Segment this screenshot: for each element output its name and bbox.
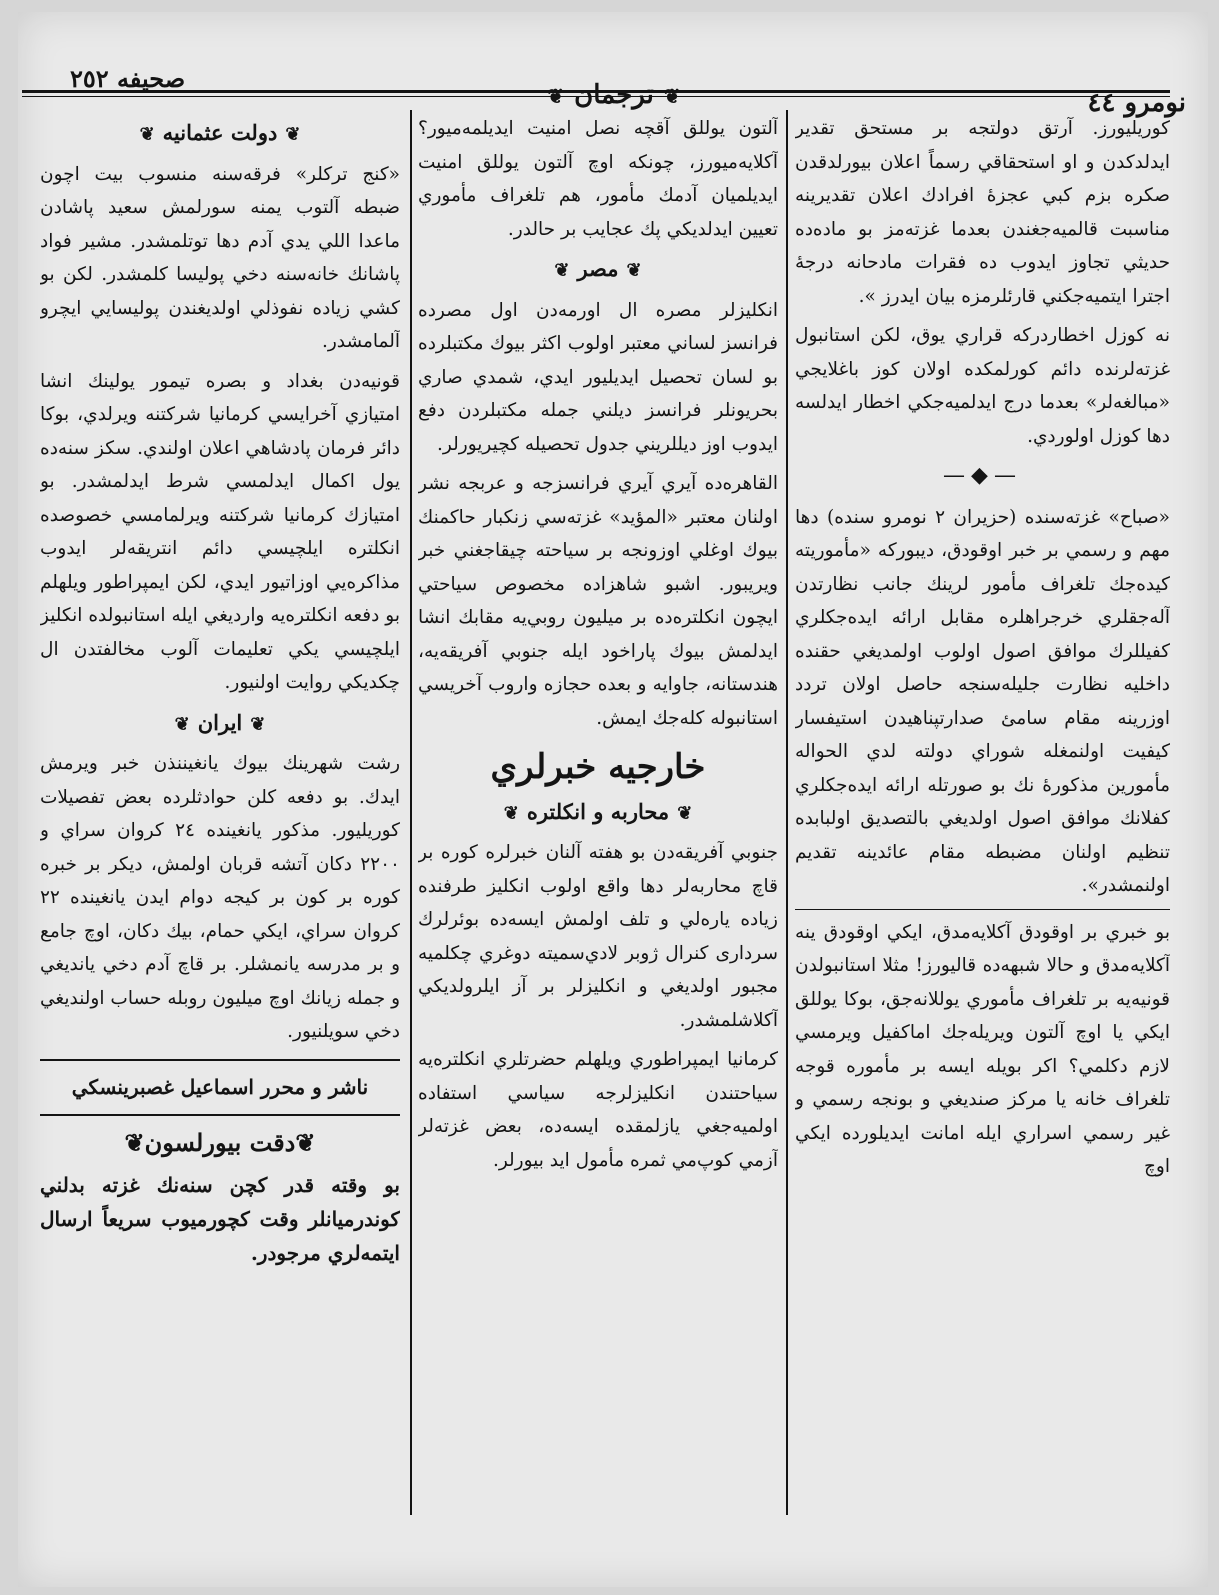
- article-paragraph: قونيه‌دن بغداد و بصره تيمور يولينك انشا امتيازي آخرايسي كرمانيا شركتنه ويرلدي، بوكا دائر فرمان پادشاهي اعلان اولندي. سكز سنه‌ده يول اكمال ايدلمسي شرط ايدلمشدر. بو امتيازك كرمانيا شركتنه ويرلمامسي خصوصده انكلتره ايلچيسي دائم انتريقه‌لر ايدوب مذاكره‌يي اوزاتيور ايدي، لكن ايمپراطور ويلهلم بو دفعه انكلتره‌يه وارديغي ايله استانبولده انكليز ايلچيسي يكي تعليمات آلوب مخالفتدن ال چكديكي روايت اولنيور.: [40, 370, 400, 693]
- ornament-icon: ❦: [503, 802, 519, 824]
- article-paragraph: «صباح» غزته‌سنده (حزيران ٢ نومرو سنده) دها مهم و رسمي بر خبر اوقودق، ديبوركه «مأموريته كيده‌جك تلغراف مأمور لرينك جانب نظارتدن آله‌جقلري خرجراهلره مقابل ارائه ايده‌جكلري كفيللرك موافق اصول اولوب اولمديغي حقنده داخليه نظارت جليله‌سنجه حاصل اولان تردد اوزرينه مقام سامئ صدارتپناهيدن استيفسار كيفيت اولنمغله شوراي دولته لدي الحواله مأمورين مذكورهٔ نك بو صورتله ارائه ايده‌جكلري كفلانك موافق اصول اولديغي بالتصديق اولبابده تنظيم اولنان مضبطه مقام عائدينه تقديم اولنمشدر».: [795, 506, 1170, 896]
- header-rule-thin: [22, 96, 1170, 97]
- ornament-icon: ❦: [626, 260, 642, 281]
- article-paragraph: آلتون يوللق آقچه نصل امنيت ايديلمه‌ميور؟ آكلايه‌ميورز، چونكه اوچ آلتون يوللق امنيت ايديلميان آدمك مأمور، هم تلغراف مأموري تعيين ايدلديكي پك عجايب بر حالدر.: [418, 118, 778, 240]
- foreign-news-heading: خارجيه خبرلري: [490, 747, 706, 787]
- notice-title: دقت بيورلسون: [144, 1128, 296, 1157]
- column-middle: [418, 112, 778, 1512]
- publisher-line: ناشر و محرر اسماعيل غصبرينسكي: [71, 1074, 369, 1099]
- column-divider: [786, 110, 788, 1515]
- newspaper-title: [40, 80, 1188, 110]
- article-paragraph: القاهره‌ده آيري آيري فرانسزجه و عربجه نشر اولنان معتبر «المؤيد» غزته‌سي زنكبار حاكمنك بيوك اوغلي اوزونجه بر سياحته چيقاجغني خبر ويريبور. اشبو شاهزاده مخصوص سياحتي ايچون انكلتره‌ده بر ميليون روبي‌يه مقابك انشا ايدلمش بيوك پاراخود ايله جنوبي آفريقه‌يه، هندستانه، جاوايه و بعده حجازه واروب آخريسي استانبوله كله‌جك ايمش.: [418, 473, 778, 729]
- article-paragraph: انكليزلر مصره ال اورمه‌دن اول مصرده فرانسز لساني معتبر اولوب اكثر بيوك مكتبلرده بو لسان تحصيل ايديليور ايدي، شمدي صاري بحريونلر فرانسز ديلني جمله مكتبلردن دفع ايدوب اوز ديللريني جدول تحصيله كچيريورلر.: [418, 299, 778, 455]
- page-header: [40, 50, 1188, 118]
- section-title: محاربه و انكلتره: [526, 798, 670, 824]
- section-heading-war: [418, 795, 778, 831]
- notice-text: بو وقته قدر كچن سنه‌نك غزته بدلني كوندرميانلر وقت كچورميوب سريعاً ارسال ايتمه‌لري مرجودر.: [40, 1172, 400, 1265]
- section-title: دولت عثمانيه: [162, 120, 278, 145]
- article-paragraph: رشت شهرينك بيوك يانغيننذن خبر ويرمش ايدك. بو دفعه كلن حوادثلرده بعض تفصيلات كوريليور. مذكور يانغينده ٢٤ كروان سراي و ٢٢٠٠ دكان آتشه قربان اولمش، ديكر بر خبره كوره بر كون بر كيجه دوام ايدن يانغينده ٢٢ كروان سراي، ايكي حمام، بيك دكان، اوچ جامع و بر مدرسه يانمشلر. بر قاچ آدم دخي يانديغي و جمله زيانك اوچ ميليون روبله حساب اولنديغي دخي سويلنيور.: [40, 753, 400, 1042]
- ornament-icon: ❦: [295, 1128, 316, 1157]
- ornament-icon: ❦: [139, 124, 155, 145]
- article-paragraph: كوريليورز. آرتق دولتجه بر مستحق تقدير ايدلدكدن و او استحقاقي رسماً اعلان بيورلدقدن صكره بزم كبي عجزهٔ افرادك اعلان تقديرينه مناسبت قالميه‌جغندن بعدما غزته‌مز بو ماده‌ده حديثي تجاوز ايدوب ده فقرات مادحانه درجهٔ اجترا ايتميه‌جكني قارئلرمزه بيان ايدرز ».: [795, 118, 1170, 307]
- divider: [40, 1059, 400, 1061]
- column-divider: [410, 110, 412, 1515]
- section-title: ايران: [197, 709, 243, 735]
- ornament-icon: ❦: [547, 84, 565, 108]
- article-paragraph: جنوبي آفريقه‌دن بو هفته آلنان خبرلره كوره بر قاچ محاربه‌لر دها واقع اولوب انكليز طرفنده زياده يارەلي و تلف اولمش ايسه‌ده بوئرلرك سردارى كنرال ژوبر لادي‌سميته دوغري چكلميه مجبور اولديغي و انكليزلر بر آز ايلرولديكي آكلاشلمشدر.: [418, 842, 778, 1031]
- article-paragraph: بو خبري بر اوقودق آكلايه‌مدق، ايكي اوقودق ينه آكلايه‌مدق و حالا شبهه‌ده قاليورز! مثلا استانبولدن قونيه‌يه بر تلغراف مأموري يوللانه‌جق، بوكا يوللق ايكي يا اوچ آلتون ويريله‌جك اماكفيل ويرمسي لازم دكلمي؟ اكر بويله ايسه بر مأموره قوجه تلغراف خانه يا مركز صنديغي و بونجه رسمي و غير رسمي اسراري ايله امانت ايديلورده ايكي اوچ: [795, 921, 1170, 1177]
- column-left: [40, 112, 400, 1572]
- page-number: صحيفه ٢٥٢: [70, 64, 186, 93]
- title-text: ترجمان: [574, 80, 654, 110]
- ornament-icon: ❦: [677, 802, 693, 824]
- section-heading-egypt: [418, 252, 778, 288]
- divider: [795, 909, 1170, 910]
- ornament-icon: ❦: [124, 1128, 145, 1157]
- separator-ornament: —◆—: [943, 463, 1022, 488]
- ornament-icon: ❦: [250, 713, 266, 735]
- article-paragraph: كرمانيا ايمپراطوري ويلهلم حضرتلري انكلتره‌يه سياحتندن انكليزلرجه سياسي استفاده اولميه‌جغي يازلمقده ايسه‌ده، بعض غزته‌لر آزمي كوپ‌مي ثمره مأمول ايد بيورلر.: [418, 1049, 778, 1171]
- ornament-icon: ❦: [285, 124, 301, 145]
- article-paragraph: نه كوزل اخطاردركه قراري يوق، لكن استانبول غزته‌لرنده دائم كورلمكده اولان كوز باغلايجي «مبالغه‌لر» بعدما درج ايدلميه‌جكي اخطار ايدلسه دها كوزل اولوردي.: [795, 325, 1170, 447]
- section-heading-iran: [40, 706, 400, 742]
- section-heading-ottoman: [40, 116, 400, 152]
- header-rule: [22, 90, 1170, 93]
- column-right: [795, 112, 1170, 1512]
- ornament-icon: ❦: [174, 713, 190, 735]
- divider: [40, 1114, 400, 1116]
- ornament-icon: ❦: [663, 84, 681, 108]
- issue-number: نومرو ٤٤: [1087, 88, 1186, 118]
- article-paragraph: «كنج تركلر» فرقه‌سنه منسوب بيت اچون ضبطه آلتوب يمنه سورلمش سعيد پاشادن ماعدا اللي يدي آدم دها توتلمشدر. مشير فواد پاشانك خانه‌سنه دخي پوليسا كلمشدر. لكن بو كشي زياده نفوذلي اولديغندن پوليسايي ايچرو آلمامشدر.: [40, 163, 400, 352]
- notice-heading: [40, 1126, 400, 1160]
- ornament-icon: ❦: [554, 260, 570, 281]
- section-title: مصر: [577, 256, 619, 281]
